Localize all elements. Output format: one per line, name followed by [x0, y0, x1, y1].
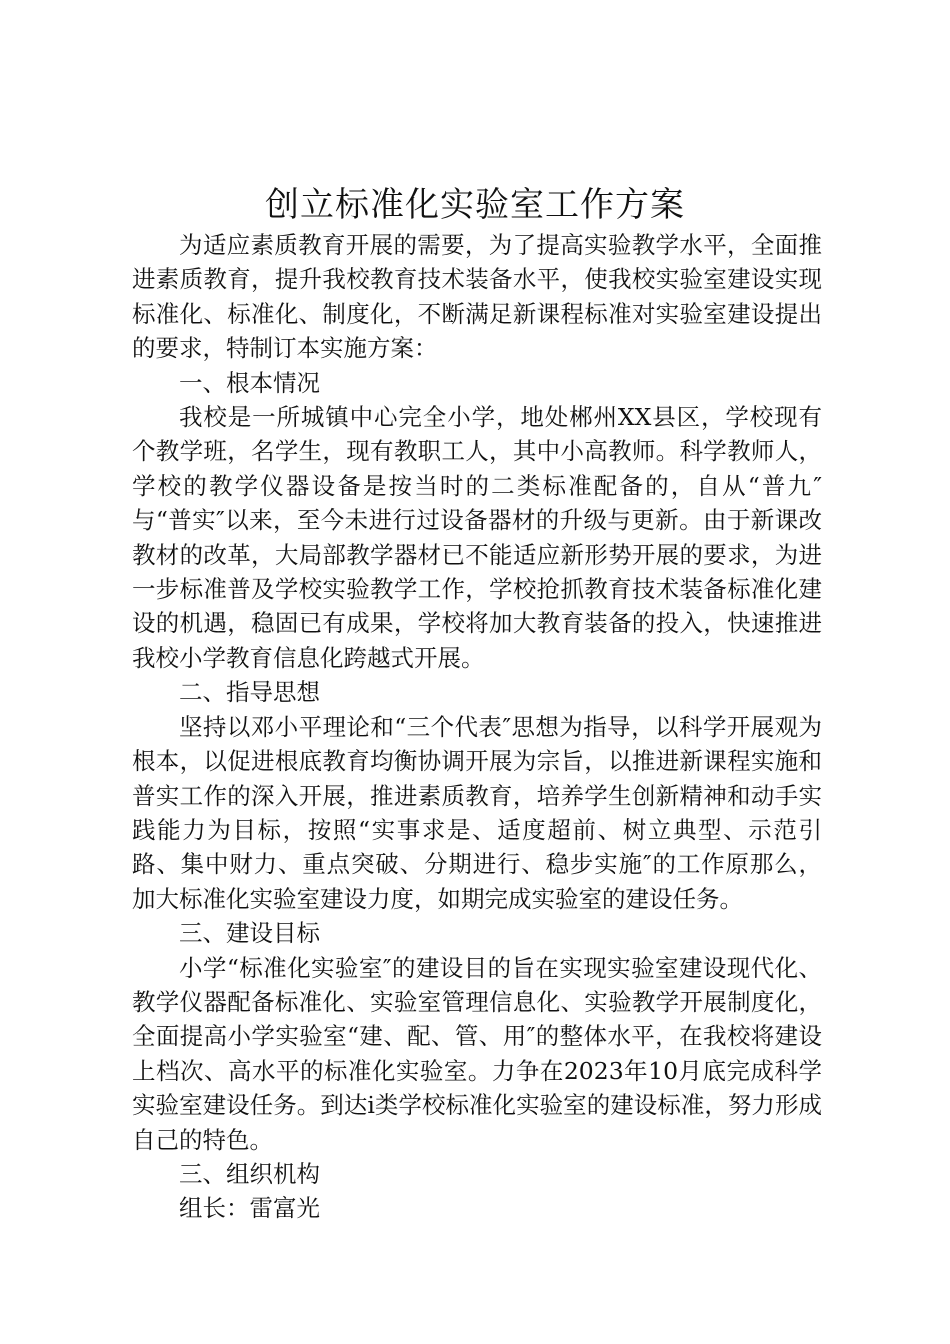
section-heading-construction-goal: 三、建设目标 — [179, 919, 320, 948]
document-body — [132, 228, 822, 1226]
section-heading-guiding-thought: 二、指导思想 — [179, 678, 320, 707]
intro-paragraph: 为适应素质教育开展的需要，为了提高实验教学水平，全面推进素质教育，提升我校教育技术装备水平，使我校实验室建设实现标准化、标准化、制度化，不断满足新课程标准对实验室建设提出的要求，特制订本实施方案： — [132, 231, 822, 363]
section-heading-organization: 三、组织机构 — [179, 1159, 320, 1188]
guiding-thought-paragraph: 坚持以邓小平理论和“三个代表″思想为指导，以科学开展观为根本，以促进根底教育均衡协调开展为宗旨，以推进新课程实施和普实工作的深入开展，推进素质教育，培养学生创新精神和动手实践能力为目标，按照“实事求是、适度超前、树立典型、示范引路、集中财力、重点突破、分期进行、稳步实施″的工作原那么，加大标准化实验室建设力度，如期完成实验室的建设任务。 — [132, 712, 822, 913]
document-title: 创立标准化实验室工作方案 — [265, 185, 685, 225]
section-heading-basic-situation: 一、根本情况 — [179, 368, 320, 397]
construction-goal-paragraph: 小学“标准化实验室″的建设目的旨在实现实验室建设现代化、教学仪器配备标准化、实验室管理信息化、实验教学开展制度化，全面提高小学实验室“建、配、管、用″的整体水平，在我校将建设上档次、高水平的标准化实验室。力争在2023年10月底完成科学实验室建设任务。到达ⅰ类学校标准化实验室的建设标准，努力形成自己的特色。 — [132, 953, 822, 1154]
organization-leader-line: 组长：雷富光 — [179, 1194, 320, 1223]
basic-situation-paragraph: 我校是一所城镇中心完全小学，地处郴州XX县区，学校现有个教学班，名学生，现有教职工人，其中小高教师。科学教师人，学校的教学仪器设备是按当时的二类标准配备的，自从“普九″与“普实″以来，至今未进行过设备器材的升级与更新。由于新课改教材的改革，大局部教学器材已不能适应新形势开展的要求，为进一步标准普及学校实验教学工作，学校抢抓教育技术装备标准化建设的机遇，稳固已有成果，学校将加大教育装备的投入，快速推进我校小学教育信息化跨越式开展。 — [132, 403, 822, 672]
